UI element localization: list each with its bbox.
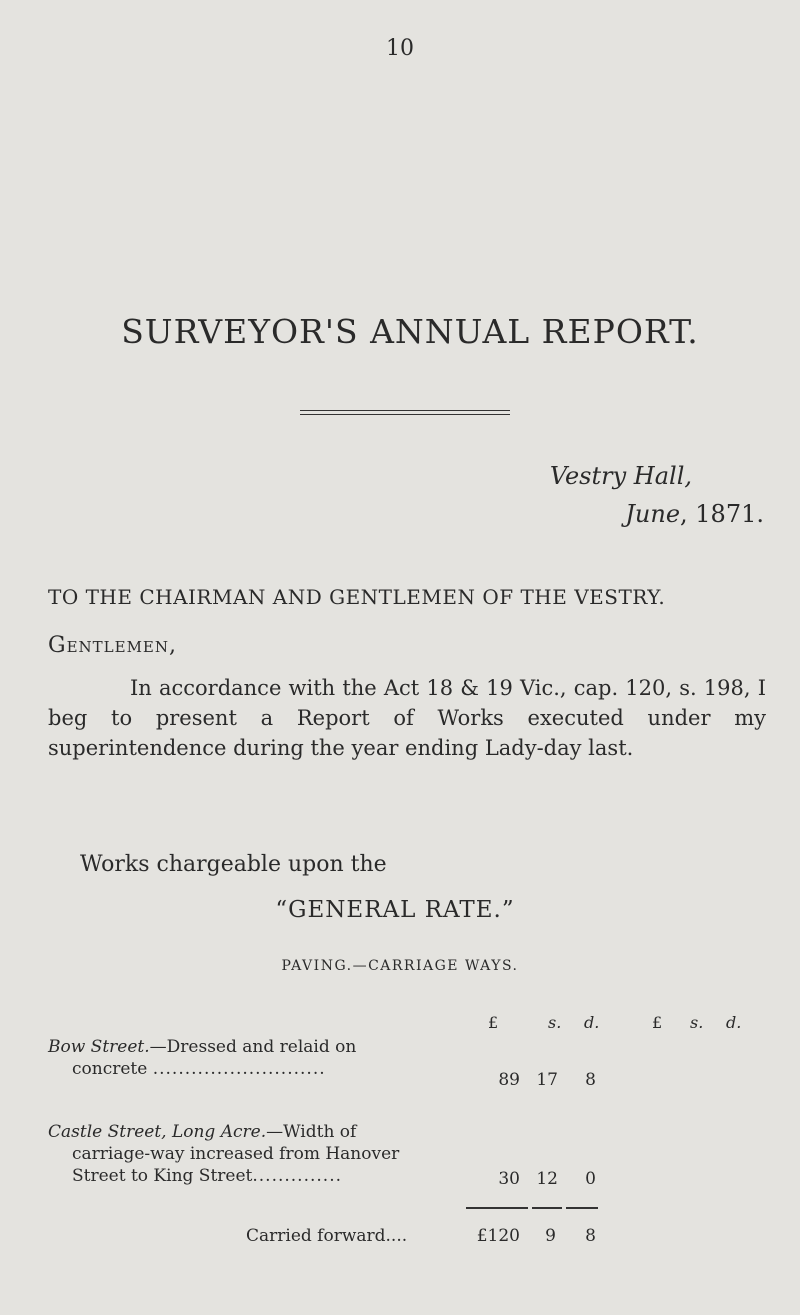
rate-heading: “GENERAL RATE.” (275, 897, 515, 923)
salutation: Gentlemen, (48, 633, 177, 658)
total-rule-pence (566, 1207, 598, 1209)
address-line: TO THE CHAIRMAN AND GENTLEMEN OF THE VESTRY. (48, 585, 666, 609)
item-desc-cont: carriage-way increased from Hanover (72, 1144, 400, 1164)
item-desc: —Width of (266, 1122, 357, 1142)
intro-line: Works chargeable upon the (80, 852, 387, 877)
total-rule-pounds (466, 1207, 528, 1209)
total-pounds: £120 (476, 1226, 520, 1246)
title-divider (300, 410, 510, 415)
item-desc-cont: concrete (72, 1059, 148, 1079)
date-year: , 1871. (680, 500, 764, 528)
page-title: SURVEYOR'S ANNUAL REPORT. (121, 312, 699, 351)
col-header-pence-2: d. (726, 1013, 742, 1032)
item-name: Bow Street. (48, 1037, 150, 1057)
item-pounds: 30 (498, 1169, 520, 1189)
item-pence: 0 (585, 1169, 596, 1189)
carried-forward-label: Carried forward.... (246, 1226, 408, 1246)
section-heading: PAVING.—CARRIAGE WAYS. (281, 958, 519, 974)
total-rule-shillings (532, 1207, 562, 1209)
col-header-pence: d. (584, 1013, 600, 1032)
table-row (48, 1036, 450, 1080)
col-header-pounds-2: £ (652, 1013, 663, 1032)
item-shillings: 12 (536, 1169, 558, 1189)
item-desc-cont-2: Street to King Street (72, 1166, 253, 1186)
item-pence: 8 (585, 1070, 596, 1090)
date (625, 500, 764, 528)
table-row (48, 1121, 450, 1187)
col-header-shillings-2: s. (690, 1013, 704, 1032)
item-shillings: 17 (536, 1070, 558, 1090)
date-month: June (625, 500, 681, 528)
body-paragraph: In accordance with the Act 18 & 19 Vic., cap. 120, s. 198, I beg to present a Report of Works executed under my superintendence during the year ending Lady-day last. (48, 676, 766, 760)
col-header-pounds: £ (488, 1013, 499, 1032)
dot-leader: .............. (252, 1166, 343, 1186)
total-shillings: 9 (545, 1226, 556, 1246)
item-pounds: 89 (498, 1070, 520, 1090)
col-header-shillings: s. (548, 1013, 562, 1032)
item-name: Castle Street, Long Acre. (48, 1122, 267, 1142)
page-number: 10 (386, 36, 414, 61)
item-desc: —Dressed and relaid on (149, 1037, 357, 1057)
dot-leader: ........................... (152, 1059, 326, 1079)
place: Vestry Hall, (549, 462, 692, 490)
total-pence: 8 (585, 1226, 596, 1246)
